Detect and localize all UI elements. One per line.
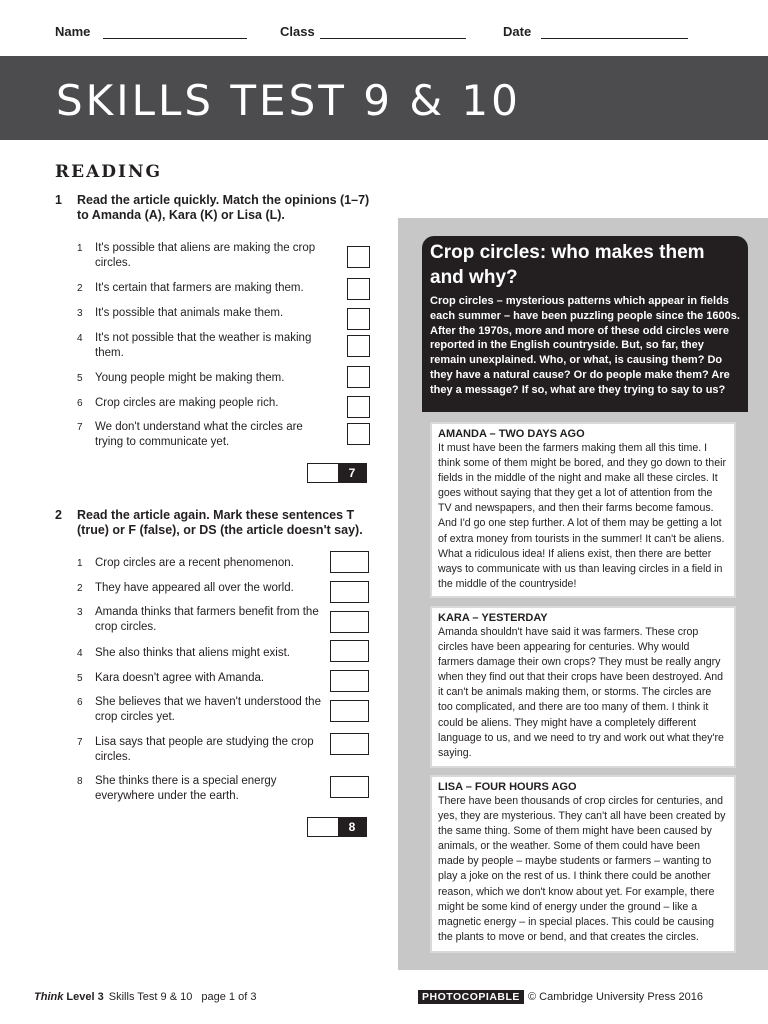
item-text: She thinks there is a special energy everywhere under the earth.	[95, 775, 277, 802]
footer-left	[34, 991, 256, 1003]
opinion-body: There have been thousands of crop circles for centuries, and yes, they are mysterious. They can't all have been created by the same thing. Some of them might have been caused by animals, or the weather. Some of them could have been made by people – maybe students or farmers – wanting to play a joke on the rest of us. I think there could be another reason, which we don't know about yet. For example, there might be some kind of energy under the ground – like a magnetic energy – in special places. This could be causing the plants to move or bend, and that creates the circles.	[438, 795, 726, 943]
item-text: It's possible that aliens are making the crop circles.	[95, 242, 316, 269]
item-number: 5	[77, 373, 83, 384]
article-title: Crop circles: who makes them and why?	[430, 242, 705, 288]
item-number: 2	[77, 283, 83, 294]
score-total: 7	[338, 464, 366, 482]
footer-level: Level 3	[66, 991, 104, 1003]
item-text: Kara doesn't agree with Amanda.	[95, 672, 265, 684]
item-number: 7	[77, 422, 83, 433]
answer-box[interactable]	[330, 581, 369, 603]
score-blank[interactable]	[308, 464, 338, 482]
item-text: Crop circles are making people rich.	[95, 397, 279, 409]
article-intro: Crop circles – mysterious patterns which appear in fields each summer – have been puzzling people since the 1600s. After the 1970s, more and more of these odd circles were reported in the English countryside. But, so far, they remain unexplained. Who, or what, is causing them? Do they have a natural cause? Or do people make them? Are they a message? If so, what are they trying to say to us?	[430, 295, 740, 396]
item-text: She believes that we haven't understood the crop circles yet.	[95, 696, 321, 723]
answer-box[interactable]	[330, 611, 369, 633]
opinion-body: Amanda shouldn't have said it was farmers. These crop circles have been appearing for centuries. Why would farmers damage their own crops? They must be really angry when they find out that their crops have been destroyed. And it can't be animals making them, or storms. The circles are too complicated, and there are too many of them. I think it could be aliens. They might have a completely different language to us, and we need to try and work out what they're saying.	[438, 626, 724, 759]
item-text: Lisa says that people are studying the crop circles.	[95, 736, 314, 763]
item-text: It's certain that farmers are making them.	[95, 282, 304, 294]
item-text: It's possible that animals make them.	[95, 307, 284, 319]
answer-box[interactable]	[347, 423, 370, 445]
item-number: 3	[77, 308, 83, 319]
item-number: 2	[77, 583, 83, 594]
item-text: They have appeared all over the world.	[95, 582, 294, 594]
photocopiable-badge: PHOTOCOPIABLE	[418, 990, 524, 1004]
title-banner	[0, 56, 768, 140]
item-text: Amanda thinks that farmers benefit from the crop circles.	[95, 606, 319, 633]
answer-box[interactable]	[330, 776, 369, 798]
footer-page: page 1 of 3	[201, 991, 257, 1003]
answer-box[interactable]	[347, 308, 370, 330]
question-2-number: 2	[55, 508, 62, 522]
answer-box[interactable]	[347, 366, 370, 388]
section-heading: READING	[55, 162, 163, 182]
item-number: 8	[77, 776, 83, 787]
class-label: Class	[280, 24, 315, 39]
answer-box[interactable]	[330, 551, 369, 573]
item-number: 5	[77, 673, 83, 684]
item-number: 7	[77, 737, 83, 748]
name-label: Name	[55, 24, 91, 39]
footer-test: Skills Test 9 & 10	[108, 991, 193, 1003]
article-header-card	[422, 236, 748, 412]
question-2-score[interactable]	[307, 817, 367, 837]
date-line[interactable]	[541, 38, 688, 39]
item-number: 1	[77, 558, 83, 569]
page-title: SKILLS TEST 9 & 10	[56, 76, 521, 125]
item-number: 1	[77, 243, 83, 254]
answer-box[interactable]	[330, 733, 369, 755]
score-blank[interactable]	[308, 818, 338, 836]
item-text: We don't understand what the circles are trying to communicate yet.	[95, 421, 303, 448]
item-number: 4	[77, 648, 83, 659]
question-1-number: 1	[55, 193, 62, 207]
item-text: She also thinks that aliens might exist.	[95, 647, 290, 659]
opinion-heading: LISA – FOUR HOURS AGO	[438, 781, 577, 793]
item-number: 6	[77, 398, 83, 409]
score-total: 8	[338, 818, 366, 836]
class-line[interactable]	[320, 38, 466, 39]
footer-copyright: © Cambridge University Press 2016	[528, 991, 704, 1003]
date-label: Date	[503, 24, 532, 39]
opinion-amanda	[430, 422, 736, 598]
opinion-body: It must have been the farmers making them all this time. I think some of them might be bored, and they go down to their fields in the middle of the night and make all these circles. It goes without saying that they get a lot of attention from the TV and newspapers, and then their farms become famous. And I'd go one step further. A lot of them may be getting a lot of extra money from tourists in the summer! It can't be aliens. What a ridiculous idea! If aliens exist, then there are better ways to communicate with us than leaving circles in a field in the middle of the countryside!	[438, 442, 726, 590]
item-text: Crop circles are a recent phenomenon.	[95, 557, 294, 569]
question-1-instruction: Read the article quickly. Match the opinions (1–7) to Amanda (A), Kara (K) or Lisa (L).	[77, 193, 370, 222]
answer-box[interactable]	[330, 670, 369, 692]
item-text: It's not possible that the weather is making them.	[95, 332, 312, 359]
answer-box[interactable]	[330, 640, 369, 662]
answer-box[interactable]	[330, 700, 369, 722]
question-1-score[interactable]	[307, 463, 367, 483]
opinion-heading: AMANDA – TWO DAYS AGO	[438, 428, 585, 440]
answer-box[interactable]	[347, 335, 370, 357]
item-text: Young people might be making them.	[95, 372, 285, 384]
answer-box[interactable]	[347, 246, 370, 268]
footer-brand: Think	[34, 991, 64, 1003]
answer-box[interactable]	[347, 396, 370, 418]
item-number: 3	[77, 607, 83, 618]
opinion-lisa	[430, 775, 736, 953]
name-line[interactable]	[103, 38, 247, 39]
item-number: 6	[77, 697, 83, 708]
answer-box[interactable]	[347, 278, 370, 300]
opinion-heading: KARA – YESTERDAY	[438, 612, 548, 624]
question-2-instruction: Read the article again. Mark these sentences T (true) or F (false), or DS (the article doesn't say).	[77, 508, 363, 537]
opinion-kara	[430, 606, 736, 768]
item-number: 4	[77, 333, 83, 344]
